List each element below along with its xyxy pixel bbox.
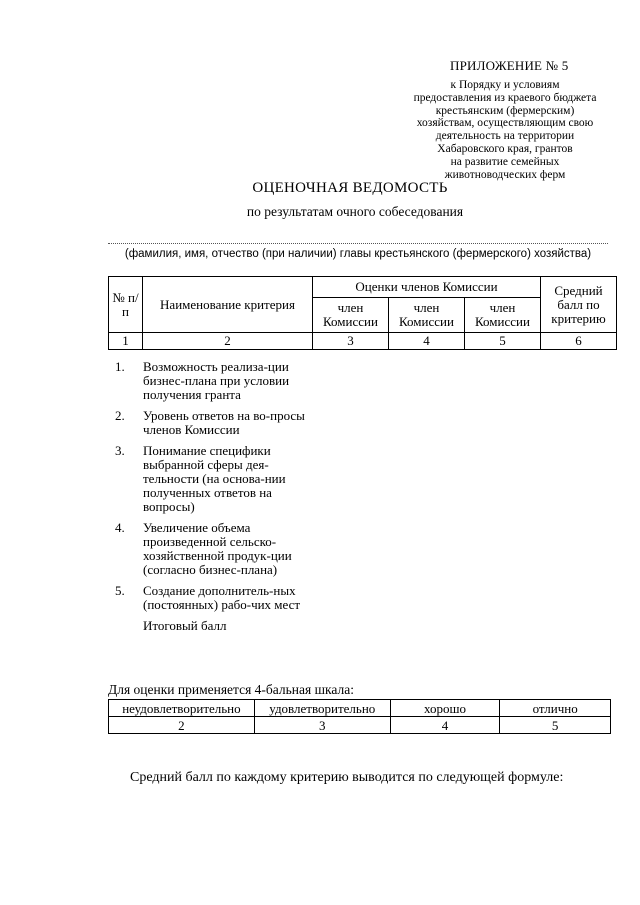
header-member: член Комиссии (313, 298, 389, 333)
header-criterion-name: Наименование критерия (143, 277, 313, 333)
scale-label: отлично (500, 700, 611, 717)
index-cell: 2 (143, 333, 313, 350)
criterion-item (115, 521, 315, 577)
index-cell: 3 (313, 333, 389, 350)
index-cell: 1 (109, 333, 143, 350)
scale-caption: Для оценки применяется 4-бальная шкала: (108, 682, 354, 697)
table-index-row (109, 333, 617, 350)
scale-label: удовлетворительно (254, 700, 390, 717)
grading-scale-table (108, 699, 611, 734)
appendix-line: крестьянским (фермерским) (435, 104, 575, 117)
formula-intro: Средний балл по каждому критерию выводится по следующей формуле: (130, 770, 564, 785)
criterion-item (115, 409, 315, 437)
appendix-line: животноводческих ферм (444, 168, 566, 181)
scale-value: 5 (500, 717, 611, 734)
criterion-number: 5. (115, 583, 125, 598)
scale-value: 2 (109, 717, 255, 734)
header-number: № п/п (109, 277, 143, 333)
appendix-line: деятельность на территории (435, 130, 575, 143)
appendix-title: ПРИЛОЖЕНИЕ № 5 (450, 58, 569, 73)
criterion-number: 1. (115, 359, 125, 374)
criterion-text: Возможность реализа-ции бизнес-плана при условии получения гранта (143, 359, 290, 402)
document-subtitle: по результатам очного собеседования (246, 204, 464, 219)
name-caption: (фамилия, имя, отчество (при наличии) главы крестьянского (фермерского) хозяйства) (124, 248, 592, 260)
criterion-item (115, 444, 315, 514)
appendix-line: предоставления из краевого бюджета (413, 91, 597, 104)
index-cell: 4 (389, 333, 465, 350)
criterion-item (115, 360, 315, 402)
criterion-number: 2. (115, 408, 125, 423)
index-cell: 5 (465, 333, 541, 350)
criterion-number: 4. (115, 520, 125, 535)
appendix-line: Хабаровского края, грантов (437, 142, 573, 155)
name-fill-line (108, 243, 608, 244)
header-average-score: Средний балл по критерию (541, 277, 617, 333)
criterion-item (115, 584, 315, 612)
criterion-text: Создание дополнитель-ных (постоянных) рабо-чих мест (143, 583, 301, 612)
scale-value: 4 (390, 717, 500, 734)
criterion-number: 3. (115, 443, 125, 458)
scale-value: 3 (254, 717, 390, 734)
appendix-reference (385, 79, 625, 181)
header-member-scores: Оценки членов Комиссии (313, 277, 541, 298)
criterion-text: Увеличение объема произведенной сельско-хозяйственной продук-ции (согласно бизнес-плана) (143, 520, 292, 577)
criteria-list (115, 360, 315, 633)
scale-values-row (109, 717, 611, 734)
appendix-line: к Порядку и условиям (450, 79, 560, 91)
table-header-row (109, 277, 617, 298)
evaluation-table (108, 276, 617, 350)
criterion-text: Понимание специфики выбранной сферы дея-тельности (на основа-нии полученных ответов на вопросы) (143, 443, 286, 514)
scale-label: неудовлетворительно (109, 700, 255, 717)
total-score-label: Итоговый балл (143, 618, 227, 633)
scale-label: хорошо (390, 700, 500, 717)
appendix-line: хозяйствам, осуществляющим свою (416, 117, 594, 130)
scale-labels-row (109, 700, 611, 717)
criterion-text: Уровень ответов на во-просы членов Комиссии (143, 408, 305, 437)
document-title: ОЦЕНОЧНАЯ ВЕДОМОСТЬ (252, 180, 448, 196)
header-member: член Комиссии (465, 298, 541, 333)
appendix-line: на развитие семейных (450, 155, 560, 168)
index-cell: 6 (541, 333, 617, 350)
header-member: член Комиссии (389, 298, 465, 333)
